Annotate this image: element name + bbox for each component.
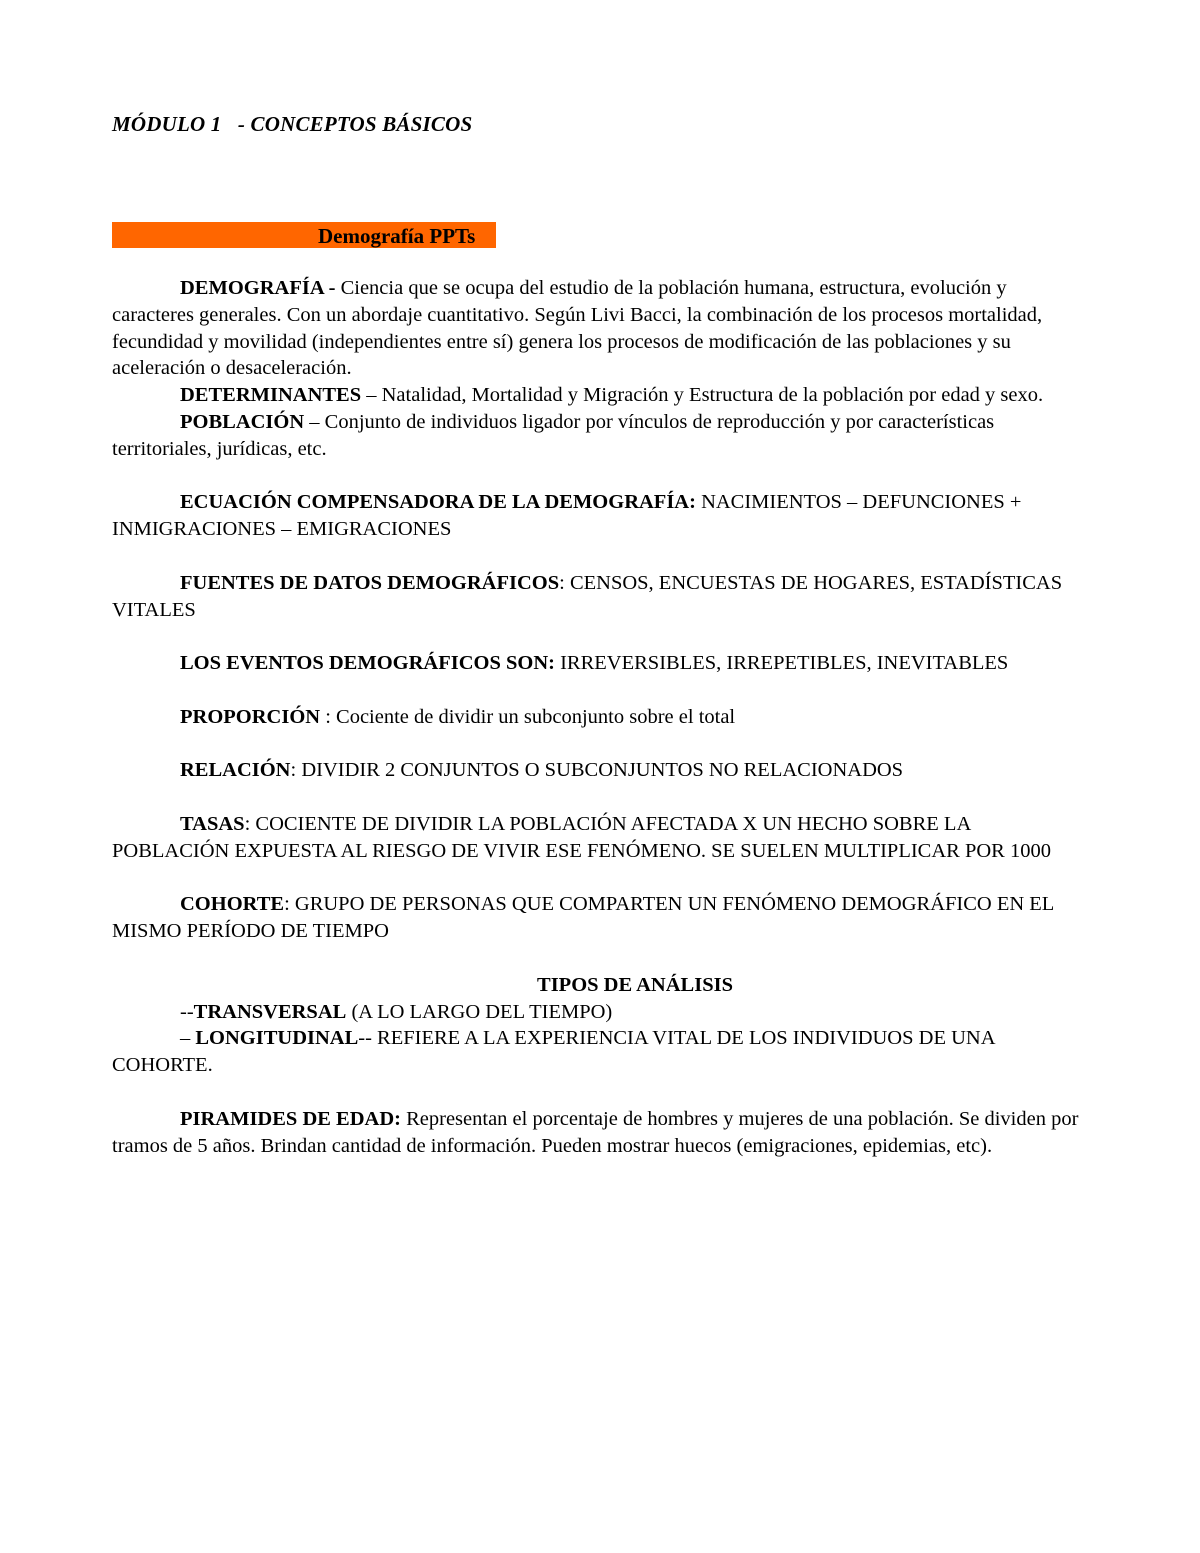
- definition-determinantes: [112, 382, 1082, 409]
- prefix: –: [180, 1027, 196, 1050]
- term: TASAS: [180, 812, 245, 835]
- document-body: [112, 275, 1082, 1159]
- definition-relacion: [112, 757, 1082, 784]
- definition-proporcion: [112, 704, 1082, 731]
- definition-text: IRREVERSIBLES, IRREPETIBLES, INEVITABLES: [554, 652, 1009, 675]
- term: DEMOGRAFÍA -: [180, 277, 336, 299]
- term: FUENTES DE DATOS DEMOGRÁFICOS: [180, 571, 560, 594]
- banner-title: Demografía PPTs: [318, 224, 476, 248]
- definition-text: – Conjunto de individuos ligador por vínculos de reproducción y por características territoriales, jurídicas, etc.: [112, 410, 995, 460]
- term: PROPORCIÓN: [180, 705, 321, 728]
- definition-eventos: [112, 650, 1082, 677]
- definition-ecuacion: [112, 489, 1082, 543]
- definition-text: NACIMIENTOS – DEFUNCIONES + INMIGRACIONES – EMIGRACIONES: [112, 491, 1022, 541]
- term: TRANSVERSAL: [193, 1000, 347, 1023]
- term: LONGITUDINAL: [195, 1027, 359, 1050]
- term: COHORTE: [180, 893, 285, 916]
- definition-text: : Cociente de dividir un subconjunto sobre el total: [320, 705, 736, 728]
- analysis-transversal: [112, 999, 1082, 1026]
- definition-text: (A LO LARGO DEL TIEMPO): [346, 1000, 613, 1023]
- term: ECUACIÓN COMPENSADORA DE LA DEMOGRAFÍA:: [180, 491, 696, 514]
- definition-text: Ciencia que se ocupa del estudio de la población humana, estructura, evolución y caracteres generales. Con un abordaje cuantitativo. Según Livi Bacci, la combinación de los procesos mortalidad, fecundidad y movilidad (independientes entre sí) genera los procesos de modificación de las poblaciones y su aceleración o desaceleración.: [112, 277, 1043, 380]
- definition-piramides: [112, 1106, 1082, 1160]
- term: RELACIÓN: [180, 759, 291, 782]
- analysis-longitudinal: [112, 1025, 1082, 1079]
- definition-text: : CENSOS, ENCUESTAS DE HOGARES, ESTADÍSTICAS VITALES: [112, 571, 1063, 621]
- definition-text: : DIVIDIR 2 CONJUNTOS O SUBCONJUNTOS NO RELACIONADOS: [290, 759, 904, 782]
- term: DETERMINANTES: [180, 384, 362, 407]
- definition-poblacion: [112, 409, 1082, 463]
- definition-cohorte: [112, 891, 1082, 945]
- definition-fuentes: [112, 570, 1082, 624]
- definition-demografia: [112, 275, 1082, 382]
- definition-text: : GRUPO DE PERSONAS QUE COMPARTEN UN FENÓMENO DEMOGRÁFICO EN EL MISMO PERÍODO DE TIEMPO: [112, 893, 1054, 943]
- prefix: --: [180, 1000, 194, 1023]
- definition-text: – Natalidad, Mortalidad y Migración y Estructura de la población por edad y sexo.: [361, 384, 1044, 407]
- module-title: MÓDULO 1 - CONCEPTOS BÁSICOS: [112, 112, 473, 136]
- section-heading-tipos: TIPOS DE ANÁLISIS: [537, 973, 733, 996]
- term: PIRAMIDES DE EDAD:: [180, 1107, 401, 1130]
- definition-text: : COCIENTE DE DIVIDIR LA POBLACIÓN AFECTADA X UN HECHO SOBRE LA POBLACIÓN EXPUESTA AL RIESGO DE VIVIR ESE FENÓMENO. SE SUELEN MULTIPLICAR POR 1000: [112, 812, 1051, 862]
- term: POBLACIÓN: [180, 410, 305, 433]
- definition-tasas: [112, 811, 1082, 865]
- definition-text: -- REFIERE A LA EXPERIENCIA VITAL DE LOS INDIVIDUOS DE UNA COHORTE.: [112, 1027, 995, 1077]
- term: LOS EVENTOS DEMOGRÁFICOS SON:: [180, 652, 555, 675]
- definition-text: Representan el porcentaje de hombres y mujeres de una población. Se dividen por tramos de 5 años. Brindan cantidad de información. Pueden mostrar huecos (emigraciones, epidemias, etc).: [112, 1107, 1079, 1157]
